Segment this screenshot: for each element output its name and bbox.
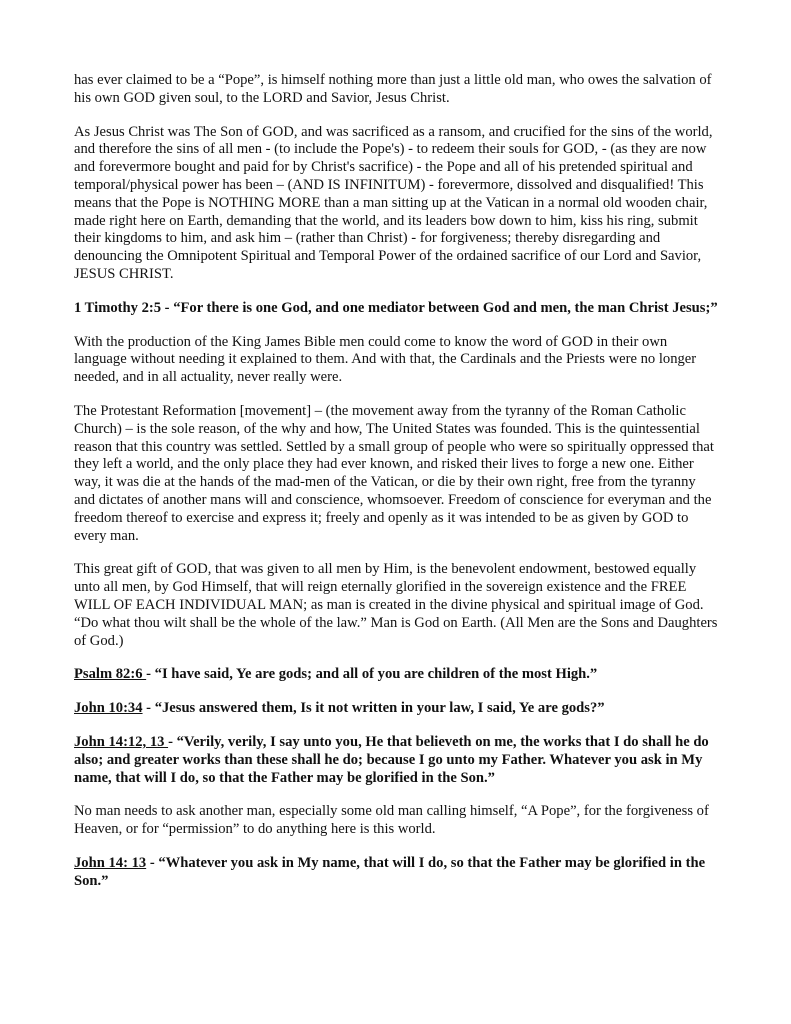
verse-reference: John 10:34 [74,700,143,717]
paragraph-no-man-needs: No man needs to ask another man, especially some old man calling himself, “A Pope”, for the forgiveness of Heaven, or for “permission” to do anything here is this world. [74,803,709,838]
verse-text: - “Whatever you ask in My name, that will I do, so that the Father may be glorified in the Son.” [74,854,706,889]
verse-text: - “Verily, verily, I say unto you, He that believeth on me, the works that I do shall he do also; and greater works than these shall he do; because I go unto my Father. Whatever you ask in My name, that will I do, so that the Father may be glorified in the Son.” [74,733,709,786]
paragraph-christ-sacrifice: As Jesus Christ was The Son of GOD, and was sacrificed as a ransom, and crucified for the sins of the world, and therefore the sins of all men - (to include the Pope's) - to redeem their souls for GOD, - (as they are now and forevermore bought and paid for by Christ's sacrifice) - the Pope and all of his pretended spiritual and temporal/physical power has been – (AND IS INFINITUM) - forevermore, dissolved and disqualified! This means that the Pope is NOTHING MORE than a man sitting up at the Vatican in a normal old wooden chair, made right here on Earth, demanding that the world, and its leaders bow down to him, kiss his ring, submit their kingdoms to him, and ask him – (rather than Christ) - for forgiveness; thereby disregarding and denouncing the Omnipotent Spiritual and Temporal Power of the ordained sacrifice of our Lord and Savior, JESUS CHRIST. [74,123,713,282]
verse-text: - “I have said, Ye are gods; and all of you are children of the most High.” [146,666,598,683]
document-page [74,72,719,906]
verse-john-14-13 [74,855,719,891]
verse-john-10-34 [74,700,719,718]
verse-psalm-82-6 [74,666,719,684]
verse-john-14-12-13 [74,734,719,787]
paragraph-protestant-reformation: The Protestant Reformation [movement] – (the movement away from the tyranny of the Roman Catholic Church) – is the sole reason, of the why and how, The United States was founded. This is the quintessential reason that this country was settled. Settled by a small group of people who were so spiritually oppressed that they left a world, and the only place they had ever known, and risked their lives to forge a new one. Either way, it was die at the hands of the mad-men of the Vatican, or die by their own right, free from the tyranny and dictates of another mans will and conscience, whomsoever. Freedom of conscience for everyman and the freedom thereof to exercise and express it; freely and openly as it was intended to be as given by GOD to every man. [74,402,714,544]
verse-text: - “Jesus answered them, Is it not written in your law, I said, Ye are gods?” [142,700,605,717]
verse-reference: Psalm 82:6 [74,666,147,683]
verse-reference: John 14:12, 13 [74,733,169,750]
paragraph-king-james-bible: With the production of the King James Bible men could come to know the word of GOD in their own language without needing it explained to them. And with that, the Cardinals and the Priests were no longer needed, and in all actuality, never really were. [74,333,697,386]
paragraph-pope-little-old-man: has ever claimed to be a “Pope”, is himself nothing more than just a little old man, who owes the salvation of his own GOD given soul, to the LORD and Savior, Jesus Christ. [74,72,712,106]
verse-reference: John 14: 13 [74,854,147,871]
verse-1-timothy-2-5: 1 Timothy 2:5 - “For there is one God, and one mediator between God and men, the man Christ Jesus;” [74,299,718,316]
paragraph-great-gift-of-god: This great gift of GOD, that was given to all men by Him, is the benevolent endowment, bestowed equally unto all men, by God Himself, that will reign eternally glorified in the sovereign existence and the FREE WILL OF EACH INDIVIDUAL MAN; as man is created in the divine physical and spiritual image of God. “Do what thou wilt shall be the whole of the law.” Man is God on Earth. (All Men are the Sons and Daughters of God.) [74,561,718,649]
